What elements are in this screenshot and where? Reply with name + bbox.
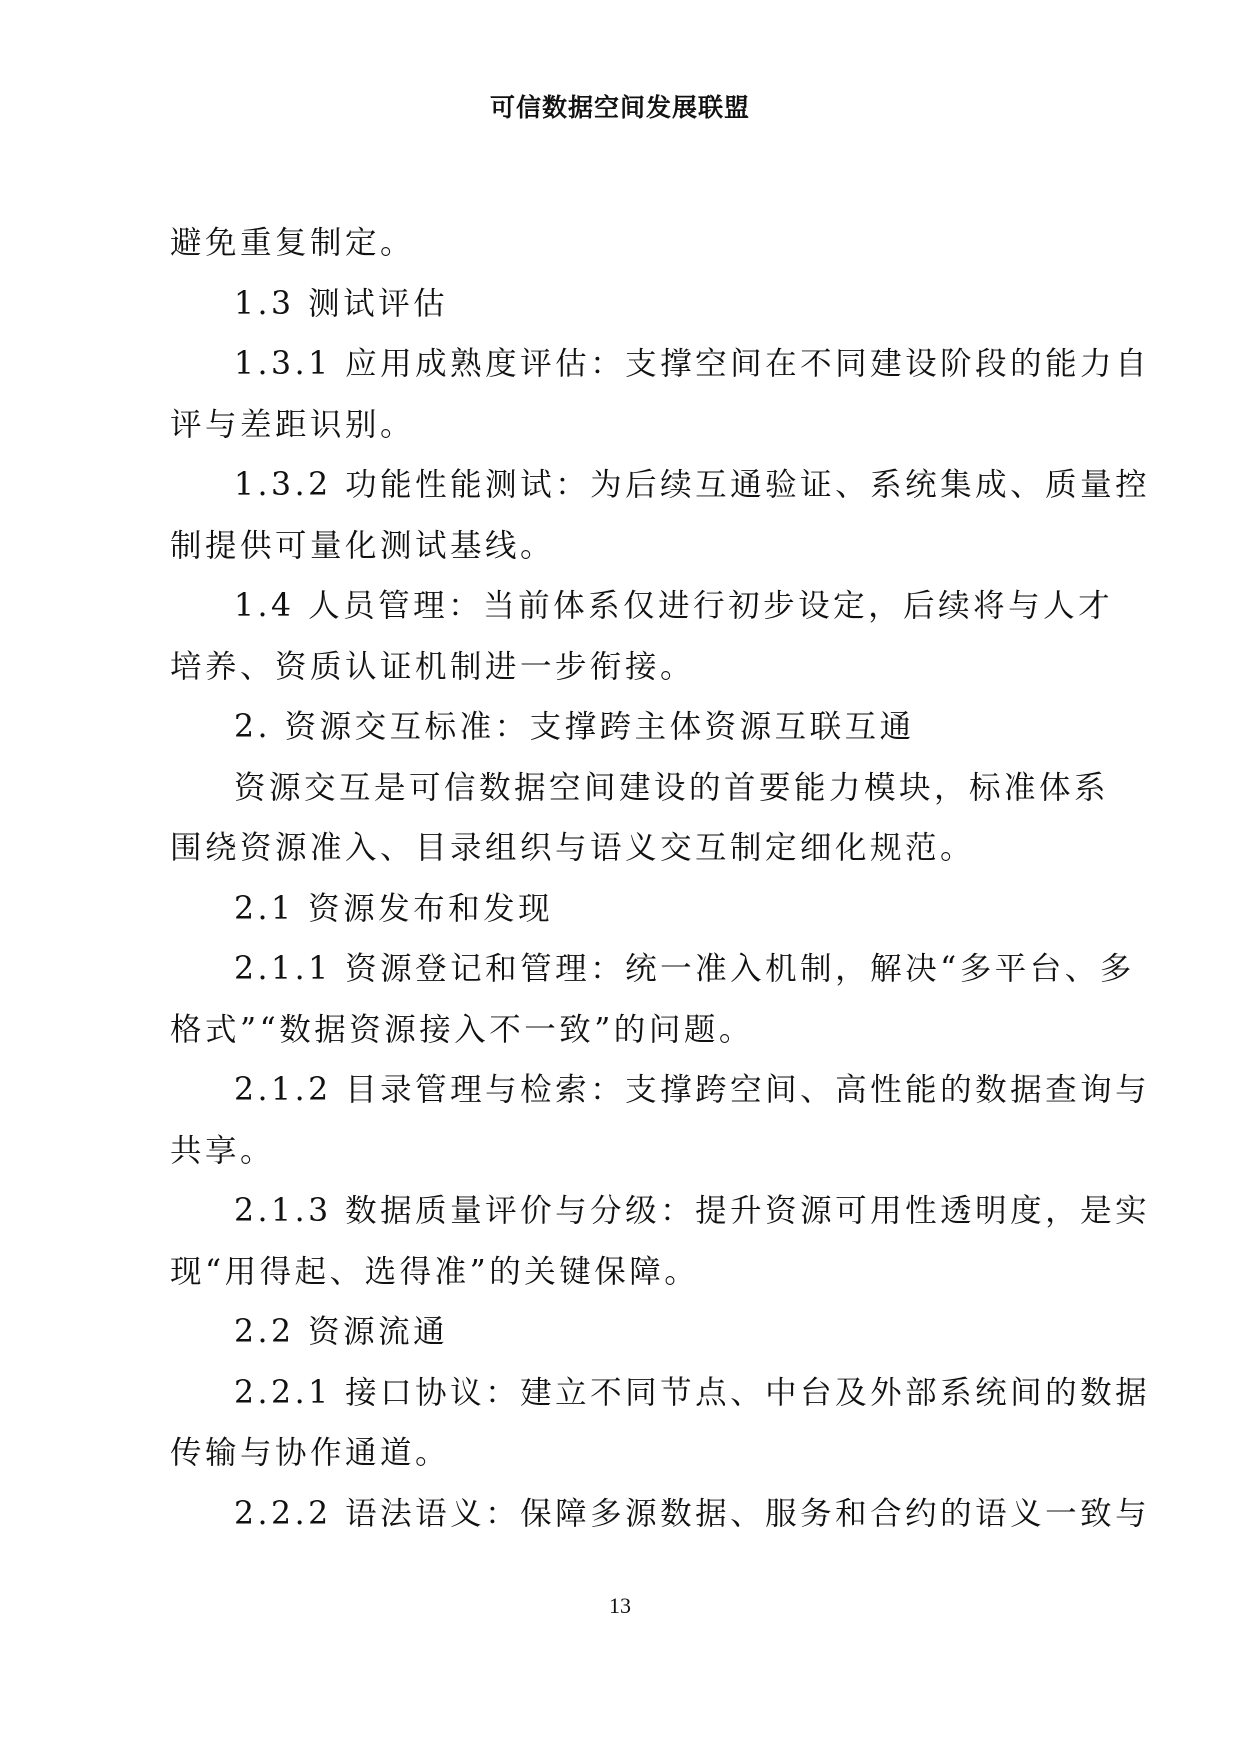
text-line: 2.1.1 资源登记和管理：统一准入机制，解决“多平台、多 (234, 951, 1135, 987)
section-heading-2-1: 2.1 资源发布和发现 (234, 890, 554, 927)
section-heading-2-2: 2.2 资源流通 (234, 1314, 449, 1350)
text-line: 2.2.2 语法语义：保障多源数据、服务和合约的语义一致与 (234, 1495, 1151, 1532)
page-number: 13 (609, 1593, 631, 1618)
text-line: 评与差距识别。 (170, 406, 416, 443)
text-line: 资源交互是可信数据空间建设的首要能力模块，标准体系 (234, 769, 1110, 806)
text-line: 格式”“数据资源接入不一致”的问题。 (170, 1011, 754, 1048)
section-heading-2: 2. 资源交互标准：支撑跨主体资源互联互通 (234, 709, 915, 745)
text-line: 2.1.3 数据质量评价与分级：提升资源可用性透明度，是实 (234, 1193, 1151, 1229)
text-line: 制提供可量化测试基线。 (170, 527, 556, 564)
text-line: 1.4 人员管理：当前体系仅进行初步设定，后续将与人才 (234, 588, 1114, 624)
document-body (170, 213, 1151, 1544)
page-header-title: 可信数据空间发展联盟 (489, 93, 750, 122)
text-line: 1.3.1 应用成熟度评估：支撑空间在不同建设阶段的能力自 (234, 346, 1151, 382)
text-line: 避免重复制定。 (170, 225, 416, 261)
text-line: 传输与协作通道。 (170, 1435, 451, 1471)
text-line: 2.1.2 目录管理与检索：支撑跨空间、高性能的数据查询与 (234, 1072, 1151, 1108)
section-heading-1-3: 1.3 测试评估 (234, 285, 449, 322)
text-line: 2.2.1 接口协议：建立不同节点、中台及外部系统间的数据 (234, 1374, 1151, 1411)
text-line: 培养、资质认证机制进一步衔接。 (170, 648, 696, 685)
text-line: 共享。 (170, 1132, 276, 1169)
text-line: 围绕资源准入、目录组织与语义交互制定细化规范。 (170, 830, 976, 866)
text-line: 1.3.2 功能性能测试：为后续互通验证、系统集成、质量控 (234, 467, 1151, 503)
text-line: 现“用得起、选得准”的关键保障。 (170, 1253, 700, 1290)
